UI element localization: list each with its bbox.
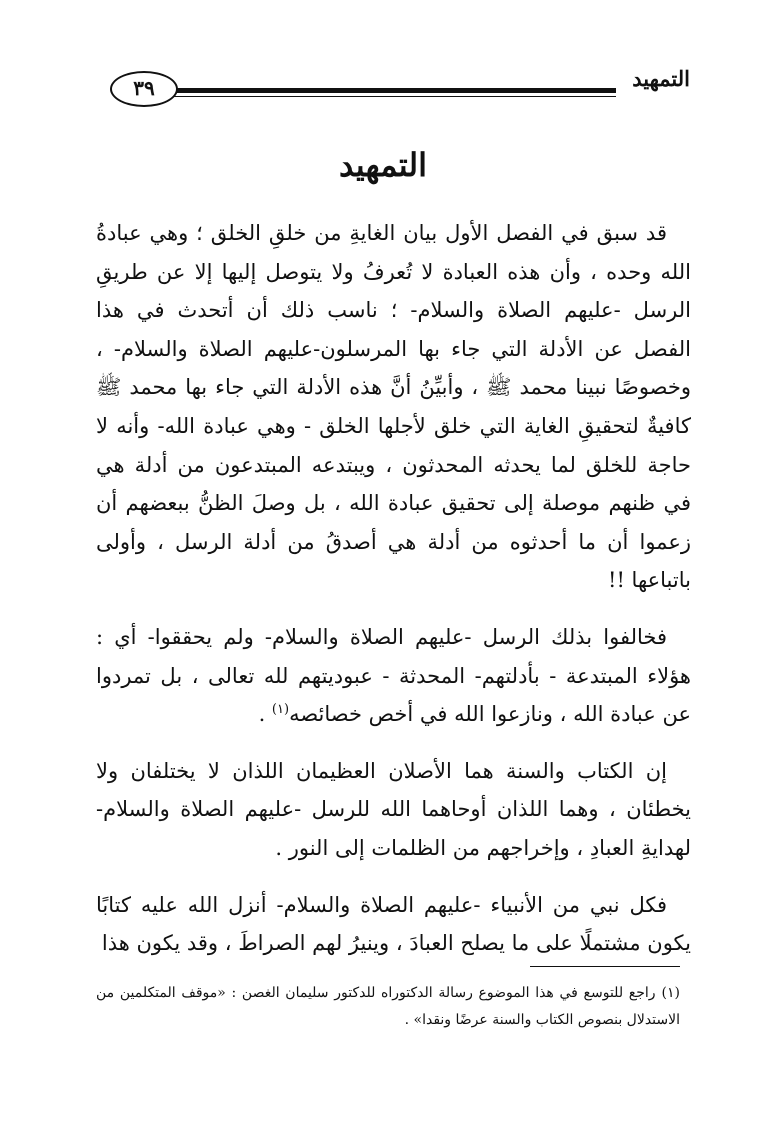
footnote (96, 980, 680, 1034)
paragraph-tail: . (258, 702, 272, 727)
footnotes (96, 980, 680, 1034)
footnote-reference[interactable]: (١) (271, 702, 290, 718)
paragraph: فكل نبي من الأنبياء -عليهم الصلاة والسلام- أنزل الله عليه كتابًا يكون مشتملًا على ما يصلح العبادَ ، وينيرُ لهم الصراطَ ، وقد يكون هذا (96, 892, 691, 956)
footnote-number: (١) (661, 985, 680, 1001)
chapter-title: التمهيد (339, 146, 427, 184)
body-text (96, 214, 691, 981)
paragraph (96, 618, 691, 734)
paragraph: إن الكتاب والسنة هما الأصلان العظيمان اللذان لا يختلفان ولا يخطئان ، وهما اللذان أوحاهما الله للرسل -عليهم الصلاة والسلام- لهدايةِ العبادِ ، وإخراجهم من الظلمات إلى النور . (96, 758, 691, 860)
running-header-title: التمهيد (632, 66, 690, 91)
footnote-text: راجع للتوسع في هذا الموضوع رسالة الدكتوراه للدكتور سليمان الغصن : «موقف المتكلمين من الاستدلال بنصوص الكتاب والسنة عرضًا ونقدا» . (96, 985, 680, 1028)
paragraph-text: فخالفوا بذلك الرسل -عليهم الصلاة والسلام- ولم يحققوا- أي : هؤلاء المبتدعة - بأدلتهم- المحدثة - عبوديتهم لله تعالى ، بل تمردوا عن عبادة الله ، ونازعوا الله في أخص خصائصه (96, 624, 691, 727)
paragraph: قد سبق في الفصل الأول بيان الغايةِ من خلقِ الخلق ؛ وهي عبادةُ الله وحده ، وأن هذه العبادة لا تُعرفُ ولا يتوصل إليها إلا عن طريقِ الرسل -عليهم الصلاة والسلام- ؛ ناسب ذلك أن أتحدث في هذا الفصل عن الأدلة التي جاء بها المرسلون-عليهم الصلاة والسلام- ، وخصوصًا نبينا محمد ﷺ ، وأبيِّنُ أنَّ هذه الأدلة التي جاء بها محمد ﷺ كافيةٌ لتحقيقِ الغاية التي خلق لأجلها الخلق - وهي عبادة الله- وأنه لا حاجة للخلق لما يحدثه المحدثون ، ويبتدعه المبتدعون من أدلة هي في ظنهم موصلة إلى تحقيق عبادة الله ، بل وصلَ الظنُّ ببعضهم أن زعموا أن ما أحدثوه من أدلة هي أصدقُ من أدلة الرسل ، وأولى باتباعها !! (96, 221, 691, 593)
footnote-separator (530, 966, 680, 967)
page-number: ٣٩ (110, 71, 178, 107)
header-rule (168, 88, 616, 97)
